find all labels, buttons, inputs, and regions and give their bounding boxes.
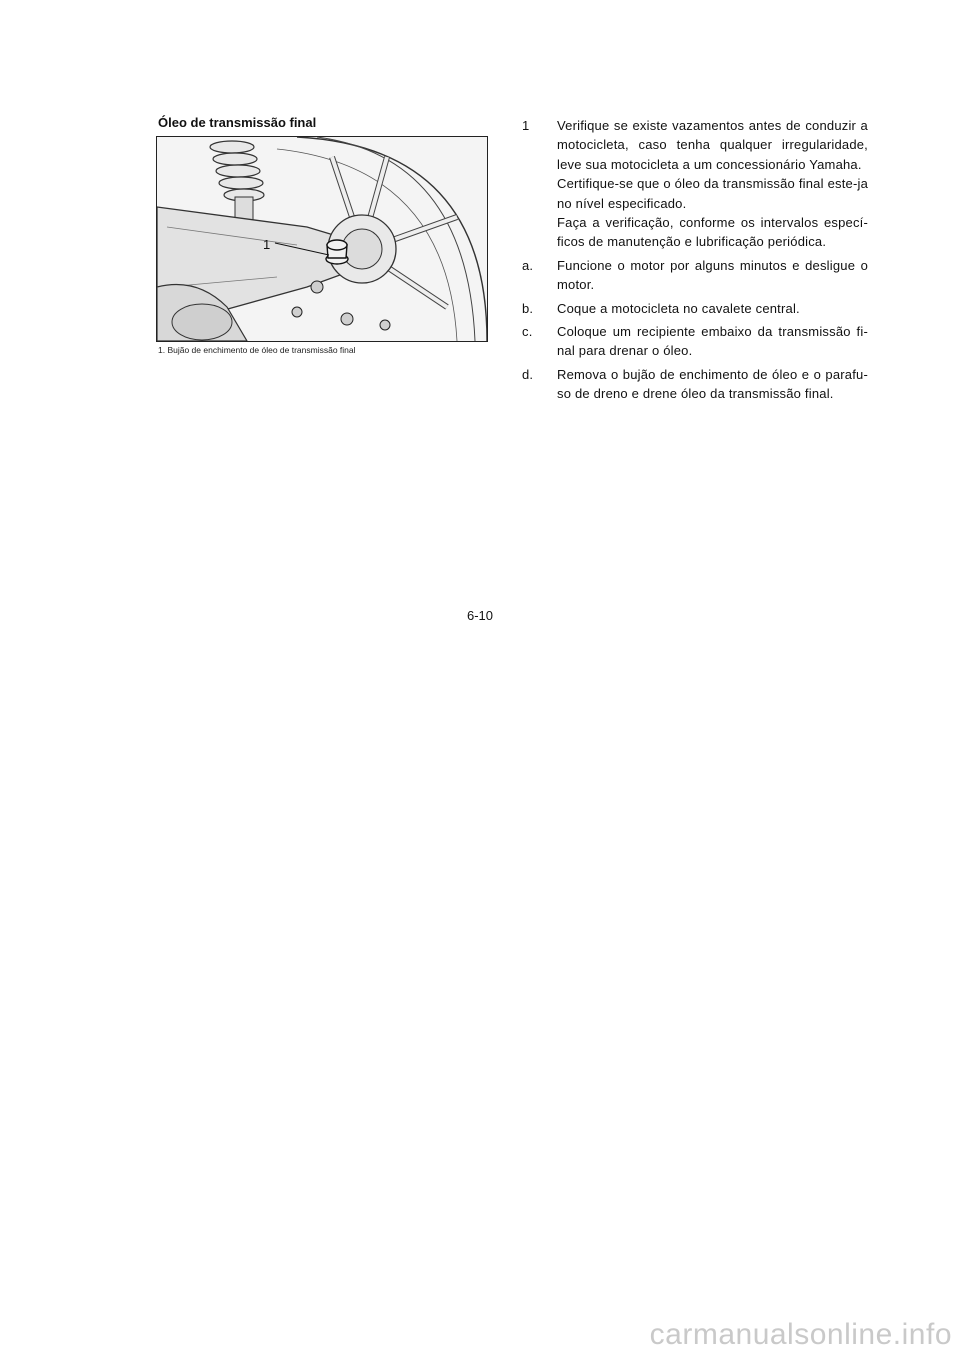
step-b	[522, 299, 868, 318]
step-paragraph: Certifique-se que o óleo da transmissão final este-ja no nível especificado.	[557, 176, 868, 211]
step-text	[557, 256, 868, 295]
step-a	[522, 256, 868, 295]
step-paragraph: Remova o bujão de enchimento de óleo e o parafu-so de dreno e drene óleo da transmissão final.	[557, 366, 868, 402]
step-text	[557, 299, 868, 318]
step-marker: 1	[522, 118, 530, 133]
step-d	[522, 365, 868, 404]
step-paragraph: Coloque um recipiente embaixo da transmissão fi-nal para drenar o óleo.	[557, 324, 868, 359]
callout-number-1: 1	[263, 237, 271, 252]
step-paragraph: Faça a verificação, conforme os intervalos especí-ficos de manutenção e lubrificação periódica.	[557, 215, 868, 250]
step-1	[522, 116, 868, 252]
step-paragraph: Verifique se existe vazamentos antes de conduzir a motocicleta, caso tenha qualquer irregularidade, leve sua motocicleta a um concessionário Yamaha.	[557, 118, 868, 172]
step-paragraph: Coque a motocicleta no cavalete central.	[557, 300, 800, 316]
step-marker: a.	[522, 257, 534, 273]
step-c	[522, 322, 868, 361]
step-paragraph: Funcione o motor por alguns minutos e desligue o motor.	[557, 257, 868, 293]
page-number: 6-10	[466, 608, 494, 623]
figure-caption: 1. Bujão de enchimento de óleo de transmissão final	[158, 345, 356, 355]
step-marker: d.	[522, 366, 534, 382]
step-text	[557, 322, 868, 361]
step-marker: b.	[522, 300, 534, 316]
step-text	[557, 116, 868, 252]
transmission-oil-filler-illustration	[156, 136, 488, 342]
instruction-steps	[522, 116, 868, 408]
step-text	[557, 365, 868, 404]
scooter-rear-wheel-drawing	[157, 137, 487, 341]
watermark: carmanualsonline.info	[649, 1318, 952, 1351]
step-marker: c.	[522, 324, 533, 340]
section-title: Óleo de transmissão final	[158, 115, 317, 130]
